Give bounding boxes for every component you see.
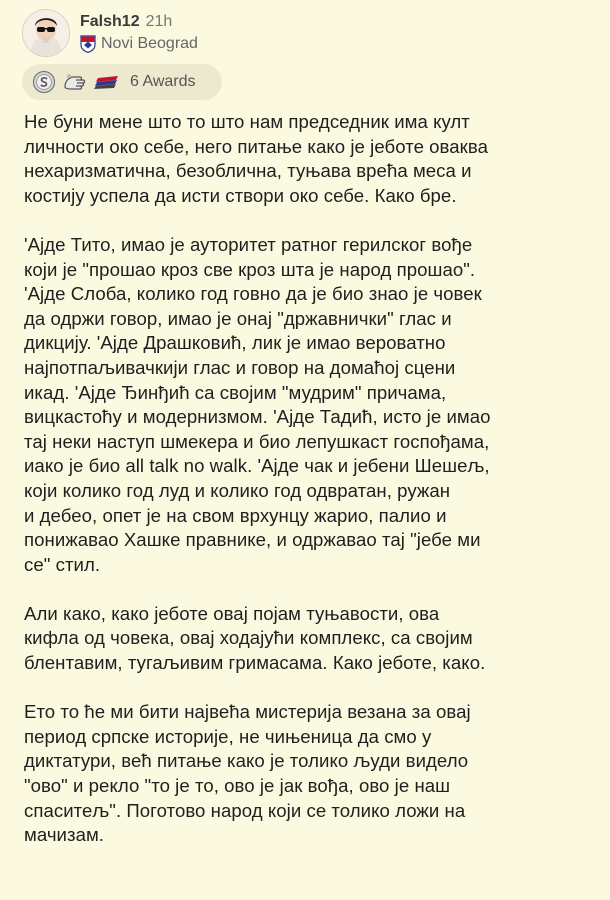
awards-pill[interactable] xyxy=(22,64,222,100)
post-paragraph: Ето то ће ми бити највећа мистерија везана за овај период српске историје, не чињеница да смо у диктатури, већ питање како је толико људи видело "ово" и рекло "то је то, ово је јак вођа, ово је наш спаситељ". Поготово народ који се толико ложи на мачизам. xyxy=(24,701,471,846)
hand-award-icon xyxy=(62,71,88,93)
location-label[interactable]: Novi Beograd xyxy=(101,35,198,52)
meta-bottom xyxy=(80,34,198,54)
post-body xyxy=(24,110,598,872)
city-crest-icon xyxy=(80,35,96,53)
post-paragraph: 'Ајде Тито, имао је ауторитет ратног герилског вође који је "прошао кроз све кроз шта је народ прошао". 'Ајде Слоба, колико год говно да је био знао је човек да одржи говор, имао је онај "државнички" глас и дикцију. 'Ајде Драшковић, лик је имао вероватно најпотпаљивачкији глас и говор на домаћој сцени икад. 'Ајде Ђинђић са својим "мудрим" причама, вицкастоћу и модернизмом. 'Ајде Тадић, исто је имао тај неки наступ шмекера и био лепушкаст госпођама, иако је био all talk no walk. 'Ајде чак и јебени Шешељ, који колико год луд и колико год одвратан, ружан и дебео, опет је на свом врхунцу жарио, палио и понижавао Хашке правнике, и одржавао тај "јебе ми се" стил. xyxy=(24,233,491,575)
flag-award-icon xyxy=(94,75,120,89)
person-with-sunglasses-avatar-icon xyxy=(23,10,69,56)
post-paragraph: Не буни мене што то што нам председник има култ личности око себе, него питање како је јеботе оваква нехаризматична, безоблична, туњава врећа меса и костију успела да исти створи око себе. Како бре. xyxy=(24,111,488,206)
post-meta xyxy=(80,12,198,54)
post-paragraph: Али како, како јеботе овај појам туњавости, ова кифла од човека, овај ходајући комплекс, са својим блентавим, тугаљивим гримасама. Како јеботе, како. xyxy=(24,602,486,674)
post-time: 21h xyxy=(145,13,173,30)
post-header xyxy=(22,8,198,58)
meta-top xyxy=(80,12,198,32)
awards-count-label: 6 Awards xyxy=(130,73,196,90)
silver-coin-award-icon xyxy=(32,70,56,94)
avatar[interactable] xyxy=(22,9,70,57)
username[interactable]: Falsh12 xyxy=(80,13,140,30)
